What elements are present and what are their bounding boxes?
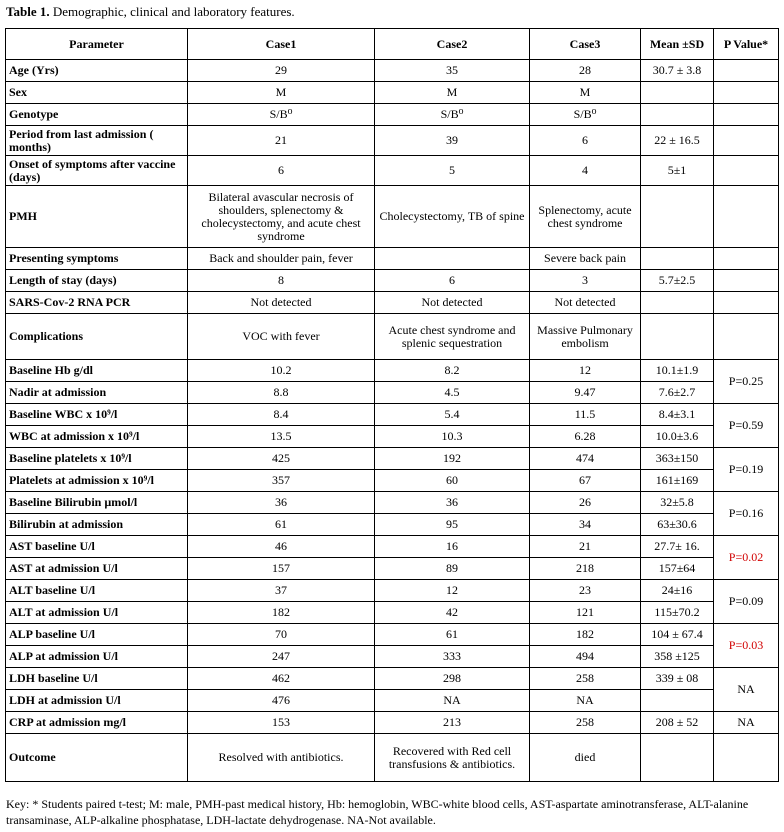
p-value-cell: NA — [714, 668, 779, 712]
mean-cell: 8.4±3.1 — [641, 404, 714, 426]
table-row — [6, 126, 779, 156]
case3-cell: Not detected — [530, 292, 641, 314]
case2-cell: 60 — [375, 470, 530, 492]
p-value-cell — [714, 104, 779, 126]
table-row — [6, 314, 779, 360]
case3-cell: 474 — [530, 448, 641, 470]
case3-cell: Massive Pulmonary embolism — [530, 314, 641, 360]
row-label: Bilirubin at admission — [6, 514, 188, 536]
case3-cell: 11.5 — [530, 404, 641, 426]
row-label: Outcome — [6, 734, 188, 782]
case1-cell: Back and shoulder pain, fever — [188, 248, 375, 270]
row-label: Baseline platelets x 10⁹/l — [6, 448, 188, 470]
mean-cell: 363±150 — [641, 448, 714, 470]
case3-cell: 494 — [530, 646, 641, 668]
case3-cell: 67 — [530, 470, 641, 492]
case2-cell: S/B⁰ — [375, 104, 530, 126]
case1-cell: S/B⁰ — [188, 104, 375, 126]
header-parameter: Parameter — [6, 29, 188, 60]
case3-cell: 21 — [530, 536, 641, 558]
caption-text: Demographic, clinical and laboratory features. — [49, 4, 295, 19]
features-table — [5, 28, 779, 782]
case3-cell: 182 — [530, 624, 641, 646]
case3-cell: M — [530, 82, 641, 104]
case1-cell: 37 — [188, 580, 375, 602]
p-value-cell — [714, 734, 779, 782]
case1-cell: 6 — [188, 156, 375, 186]
table-caption — [6, 4, 295, 20]
mean-cell: 161±169 — [641, 470, 714, 492]
mean-cell: 32±5.8 — [641, 492, 714, 514]
table-row — [6, 470, 779, 492]
table-row — [6, 602, 779, 624]
mean-cell: 115±70.2 — [641, 602, 714, 624]
mean-cell: 27.7± 16. — [641, 536, 714, 558]
table-row — [6, 558, 779, 580]
case1-cell: Resolved with antibiotics. — [188, 734, 375, 782]
case2-cell: Not detected — [375, 292, 530, 314]
mean-cell: 5±1 — [641, 156, 714, 186]
case1-cell: 425 — [188, 448, 375, 470]
case3-cell: 218 — [530, 558, 641, 580]
case3-cell: 28 — [530, 60, 641, 82]
case2-cell: Cholecystectomy, TB of spine — [375, 186, 530, 248]
mean-cell — [641, 186, 714, 248]
header-p-value: P Value* — [714, 29, 779, 60]
table-row — [6, 382, 779, 404]
row-label: ALT baseline U/l — [6, 580, 188, 602]
case2-cell: 333 — [375, 646, 530, 668]
case3-cell: 121 — [530, 602, 641, 624]
case1-cell: 8.4 — [188, 404, 375, 426]
row-label: LDH baseline U/l — [6, 668, 188, 690]
row-label: Genotype — [6, 104, 188, 126]
row-label: Baseline Hb g/dl — [6, 360, 188, 382]
case1-cell: 476 — [188, 690, 375, 712]
row-label: Period from last admission ( months) — [6, 126, 188, 156]
mean-cell: 30.7 ± 3.8 — [641, 60, 714, 82]
table-row — [6, 186, 779, 248]
case1-cell: 21 — [188, 126, 375, 156]
table-row — [6, 248, 779, 270]
p-value-cell — [714, 314, 779, 360]
mean-cell: 24±16 — [641, 580, 714, 602]
case3-cell: Splenectomy, acute chest syndrome — [530, 186, 641, 248]
table-row — [6, 492, 779, 514]
case2-cell: 4.5 — [375, 382, 530, 404]
case3-cell: NA — [530, 690, 641, 712]
row-label: Baseline Bilirubin µmol/l — [6, 492, 188, 514]
row-label: LDH at admission U/l — [6, 690, 188, 712]
row-label: Onset of symptoms after vaccine (days) — [6, 156, 188, 186]
p-value-cell: P=0.59 — [714, 404, 779, 448]
p-value-cell: P=0.16 — [714, 492, 779, 536]
case3-cell: 23 — [530, 580, 641, 602]
row-label: Complications — [6, 314, 188, 360]
case1-cell: 247 — [188, 646, 375, 668]
mean-cell: 208 ± 52 — [641, 712, 714, 734]
case1-cell: 462 — [188, 668, 375, 690]
case3-cell: 9.47 — [530, 382, 641, 404]
row-label: ALP at admission U/l — [6, 646, 188, 668]
header-case3: Case3 — [530, 29, 641, 60]
mean-cell: 63±30.6 — [641, 514, 714, 536]
p-value-cell — [714, 60, 779, 82]
caption-label: Table 1. — [6, 4, 50, 19]
table-row — [6, 270, 779, 292]
row-label: AST baseline U/l — [6, 536, 188, 558]
header-case1: Case1 — [188, 29, 375, 60]
case1-cell: 36 — [188, 492, 375, 514]
p-value-cell: NA — [714, 712, 779, 734]
case3-cell: 12 — [530, 360, 641, 382]
p-value-cell — [714, 82, 779, 104]
case2-cell: 5 — [375, 156, 530, 186]
header-case2: Case2 — [375, 29, 530, 60]
table-row — [6, 82, 779, 104]
mean-cell: 5.7±2.5 — [641, 270, 714, 292]
table-row — [6, 514, 779, 536]
p-value-cell — [714, 248, 779, 270]
mean-cell: 358 ±125 — [641, 646, 714, 668]
case3-cell: 34 — [530, 514, 641, 536]
case2-cell: NA — [375, 690, 530, 712]
case2-cell: 89 — [375, 558, 530, 580]
case3-cell: 4 — [530, 156, 641, 186]
table-row — [6, 156, 779, 186]
p-value-cell: P=0.25 — [714, 360, 779, 404]
p-value-cell — [714, 156, 779, 186]
case3-cell: S/B⁰ — [530, 104, 641, 126]
table-row — [6, 404, 779, 426]
mean-cell — [641, 734, 714, 782]
case2-cell: 8.2 — [375, 360, 530, 382]
mean-cell — [641, 104, 714, 126]
table-row — [6, 536, 779, 558]
case1-cell: 46 — [188, 536, 375, 558]
case2-cell — [375, 248, 530, 270]
case2-cell: 192 — [375, 448, 530, 470]
case2-cell: Acute chest syndrome and splenic sequestration — [375, 314, 530, 360]
table-row — [6, 292, 779, 314]
mean-cell — [641, 248, 714, 270]
table-row — [6, 646, 779, 668]
mean-cell: 10.0±3.6 — [641, 426, 714, 448]
case3-cell: died — [530, 734, 641, 782]
case2-cell: 213 — [375, 712, 530, 734]
mean-cell — [641, 292, 714, 314]
case1-cell: 157 — [188, 558, 375, 580]
case2-cell: Recovered with Red cell transfusions & antibiotics. — [375, 734, 530, 782]
table-key: Key: * Students paired t-test; M: male, PMH-past medical history, Hb: hemoglobin, WBC-white blood cells, AST-aspartate aminotransferase, ALT-alanine transaminase, ALP-alkaline phosphatase, LDH-lactate dehydrogenase. NA-Not available. — [6, 797, 749, 827]
case1-cell: 153 — [188, 712, 375, 734]
case2-cell: 16 — [375, 536, 530, 558]
case3-cell: 3 — [530, 270, 641, 292]
row-label: WBC at admission x 10⁹/l — [6, 426, 188, 448]
row-label: ALP baseline U/l — [6, 624, 188, 646]
row-label: Baseline WBC x 10⁹/l — [6, 404, 188, 426]
p-value-cell: P=0.19 — [714, 448, 779, 492]
case1-cell: M — [188, 82, 375, 104]
header-row — [6, 29, 779, 60]
case1-cell: 29 — [188, 60, 375, 82]
p-value-cell — [714, 186, 779, 248]
p-value-cell — [714, 292, 779, 314]
table-row — [6, 360, 779, 382]
case1-cell: 13.5 — [188, 426, 375, 448]
row-label: Nadir at admission — [6, 382, 188, 404]
table-row — [6, 690, 779, 712]
case3-cell: 258 — [530, 712, 641, 734]
case2-cell: 298 — [375, 668, 530, 690]
case3-cell: 258 — [530, 668, 641, 690]
case3-cell: 6.28 — [530, 426, 641, 448]
p-value-cell: P=0.09 — [714, 580, 779, 624]
case2-cell: 61 — [375, 624, 530, 646]
p-value-cell — [714, 270, 779, 292]
mean-cell: 157±64 — [641, 558, 714, 580]
mean-cell — [641, 690, 714, 712]
row-label: Platelets at admission x 10⁹/l — [6, 470, 188, 492]
table-row — [6, 624, 779, 646]
row-label: Sex — [6, 82, 188, 104]
row-label: PMH — [6, 186, 188, 248]
case3-cell: 26 — [530, 492, 641, 514]
mean-cell: 339 ± 08 — [641, 668, 714, 690]
case1-cell: Not detected — [188, 292, 375, 314]
case1-cell: 357 — [188, 470, 375, 492]
table-row — [6, 60, 779, 82]
case2-cell: 39 — [375, 126, 530, 156]
case1-cell: 61 — [188, 514, 375, 536]
row-label: AST at admission U/l — [6, 558, 188, 580]
row-label: Age (Yrs) — [6, 60, 188, 82]
row-label: Length of stay (days) — [6, 270, 188, 292]
p-value-cell: P=0.03 — [714, 624, 779, 668]
case2-cell: 6 — [375, 270, 530, 292]
case2-cell: 10.3 — [375, 426, 530, 448]
p-value-cell: P=0.02 — [714, 536, 779, 580]
case2-cell: 35 — [375, 60, 530, 82]
row-label: ALT at admission U/l — [6, 602, 188, 624]
case1-cell: VOC with fever — [188, 314, 375, 360]
mean-cell: 7.6±2.7 — [641, 382, 714, 404]
table-row — [6, 712, 779, 734]
row-label: CRP at admission mg/l — [6, 712, 188, 734]
case3-cell: Severe back pain — [530, 248, 641, 270]
row-label: Presenting symptoms — [6, 248, 188, 270]
case3-cell: 6 — [530, 126, 641, 156]
table-row — [6, 668, 779, 690]
mean-cell — [641, 82, 714, 104]
header-mean-sd: Mean ±SD — [641, 29, 714, 60]
case2-cell: 5.4 — [375, 404, 530, 426]
case1-cell: 8 — [188, 270, 375, 292]
case2-cell: M — [375, 82, 530, 104]
case1-cell: 10.2 — [188, 360, 375, 382]
case1-cell: 8.8 — [188, 382, 375, 404]
table-row — [6, 104, 779, 126]
table-row — [6, 448, 779, 470]
row-label: SARS-Cov-2 RNA PCR — [6, 292, 188, 314]
mean-cell — [641, 314, 714, 360]
case2-cell: 36 — [375, 492, 530, 514]
table-row — [6, 734, 779, 782]
table-row — [6, 426, 779, 448]
p-value-cell — [714, 126, 779, 156]
case2-cell: 42 — [375, 602, 530, 624]
case1-cell: 70 — [188, 624, 375, 646]
case2-cell: 12 — [375, 580, 530, 602]
mean-cell: 10.1±1.9 — [641, 360, 714, 382]
case1-cell: Bilateral avascular necrosis of shoulders, splenectomy & cholecystectomy, and acute chest syndrome — [188, 186, 375, 248]
mean-cell: 22 ± 16.5 — [641, 126, 714, 156]
table-row — [6, 580, 779, 602]
case1-cell: 182 — [188, 602, 375, 624]
case2-cell: 95 — [375, 514, 530, 536]
mean-cell: 104 ± 67.4 — [641, 624, 714, 646]
